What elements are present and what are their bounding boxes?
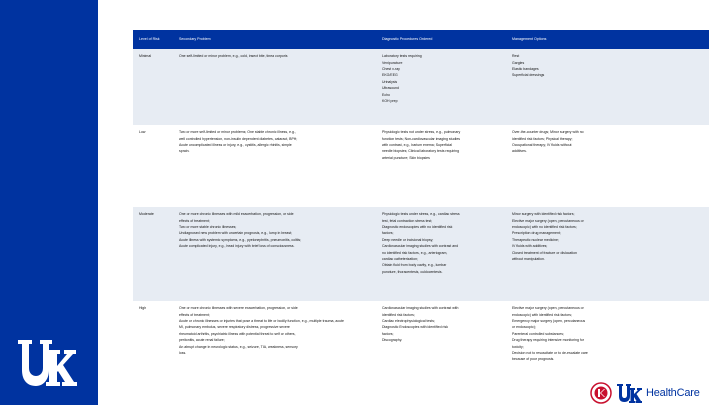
management-cell bbox=[506, 49, 709, 125]
brand-sidebar bbox=[0, 0, 98, 405]
cell-line: Deep needle or incisional biopsy; bbox=[382, 237, 434, 242]
cell-line: Acute uncomplicated illness or injury, e.g., cystitis, allergic rhinitis, simple bbox=[179, 143, 292, 148]
cell-line: Therapeutic nuclear medicine; bbox=[512, 237, 559, 242]
cell-line: Elastic bandages bbox=[512, 67, 539, 72]
cell-line: Echo bbox=[382, 92, 390, 97]
diagnostic-cell bbox=[376, 207, 506, 301]
cell-line: Acute or chronic illnesses or injuries that pose a threat to life or bodily function, e.g., multiple trauma, acute bbox=[179, 319, 344, 324]
cell-line: Two or more stable chronic illnesses; bbox=[179, 225, 237, 230]
table-header-row bbox=[133, 30, 709, 49]
cell-line: puncture, thoracentesis, culdocentesis. bbox=[382, 269, 443, 274]
cell-line: Laboratory tests requiring bbox=[382, 54, 422, 59]
cell-line: Two or more self-limited or minor problems; One stable chronic illness, e.g., bbox=[179, 130, 296, 135]
cell-line: factors; bbox=[382, 231, 394, 236]
header-diagnostic: Diagnostic Procedures Ordered bbox=[376, 30, 506, 49]
cell-line: One self-limited or minor problem, e.g., cold, insect bite, tinea corporis bbox=[179, 54, 288, 59]
uk-logo-icon bbox=[16, 336, 78, 390]
cell-line: Gargles bbox=[512, 60, 525, 65]
cell-line: factors; bbox=[382, 331, 394, 336]
cell-line: rheumatoid arthritis, psychiatric illness with potential threat to self or others, bbox=[179, 331, 296, 336]
table-row bbox=[133, 125, 709, 207]
problem-cell bbox=[173, 125, 376, 207]
header-level: Level of Risk bbox=[133, 30, 173, 49]
cell-line: Elective major surgery (open, percutaneous or bbox=[512, 218, 584, 223]
cell-line: no identified risk factors, e.g., arteriogram, bbox=[382, 250, 448, 255]
cell-line: test, fetal contraction stress test; bbox=[382, 218, 433, 223]
cell-line: Venipuncture bbox=[382, 60, 403, 65]
cell-line: effects of treatment; bbox=[179, 218, 210, 223]
cell-line: Parenteral controlled substances; bbox=[512, 331, 564, 336]
hospital-seal-icon bbox=[590, 382, 612, 404]
cell-line: peritonitis, acute renal failure; bbox=[179, 338, 225, 343]
diagnostic-cell bbox=[376, 301, 506, 387]
cell-line: or endoscopic); bbox=[512, 325, 536, 330]
cell-line: Drug therapy requiring intensive monitoring for bbox=[512, 338, 584, 343]
problem-cell bbox=[173, 207, 376, 301]
cell-line: Superficial dressings bbox=[512, 73, 545, 78]
management-cell bbox=[506, 301, 709, 387]
cell-line: Elective major surgery (open, percutaneous or bbox=[512, 306, 584, 311]
cell-line: cardiac catheterization; bbox=[382, 257, 418, 262]
cell-line: Minor surgery with identified risk factors; bbox=[512, 212, 575, 217]
cell-line: well controlled hypertension, non-insulin dependent diabetes, cataract, BPH; bbox=[179, 136, 298, 141]
cell-line: One or more chronic illnesses with severe exacerbation, progression, or side bbox=[179, 306, 298, 311]
cell-line: MI, pulmonary embolus, severe respiratory distress, progressive severe bbox=[179, 325, 290, 330]
cell-line: loss. bbox=[179, 351, 187, 356]
cell-line: without manipulation. bbox=[512, 257, 545, 262]
cell-line: arterial puncture; Skin biopsies bbox=[382, 155, 430, 160]
cell-line: Closed treatment of fracture or dislocation bbox=[512, 250, 577, 255]
uk-healthcare-logo-icon bbox=[616, 382, 642, 404]
management-cell bbox=[506, 207, 709, 301]
cell-line: Physiologic tests under stress, e.g., cardiac stress bbox=[382, 212, 460, 217]
cell-line: Rest bbox=[512, 54, 520, 59]
cell-line: KOH prep bbox=[382, 99, 398, 104]
cell-line: Prescription drug management; bbox=[512, 231, 561, 236]
diagnostic-cell bbox=[376, 49, 506, 125]
cell-line: Emergency major surgery (open, percutaneous bbox=[512, 319, 586, 324]
level-cell: High bbox=[133, 301, 173, 387]
cell-line: Cardiac electrophysiological tests; bbox=[382, 319, 435, 324]
cell-line: Diagnostic endoscopies with no identified risk bbox=[382, 225, 453, 230]
level-cell: Low bbox=[133, 125, 173, 207]
healthcare-wordmark: HealthCare bbox=[646, 386, 700, 399]
cell-line: IV fluids with additives; bbox=[512, 244, 548, 249]
header-management: Management Options bbox=[506, 30, 709, 49]
cell-line: sprain. bbox=[179, 149, 190, 154]
cell-line: Obtain fluid from body cavity, e.g., lumbar bbox=[382, 263, 447, 268]
cell-line: Undiagnosed new problem with uncertain prognosis, e.g., lump in breast; bbox=[179, 231, 293, 236]
cell-line: toxicity; bbox=[512, 344, 524, 349]
level-cell: Minimal bbox=[133, 49, 173, 125]
footer-logos bbox=[590, 380, 720, 405]
risk-table bbox=[133, 30, 709, 387]
cell-line: Chest x-ray bbox=[382, 67, 400, 72]
cell-line: because of poor prognosis. bbox=[512, 357, 555, 362]
cell-line: Cardiovascular imaging studies with contrast and bbox=[382, 244, 459, 249]
diagnostic-cell bbox=[376, 125, 506, 207]
cell-line: One or more chronic illnesses with mild exacerbation, progression, or side bbox=[179, 212, 294, 217]
table-row bbox=[133, 301, 709, 387]
cell-line: needle biopsies; Clinical laboratory tests requiring bbox=[382, 149, 460, 154]
cell-line: Occupational therapy; IV fluids without bbox=[512, 143, 572, 148]
level-cell: Moderate bbox=[133, 207, 173, 301]
cell-line: Diagnostic Endoscopies with identified risk bbox=[382, 325, 448, 330]
cell-line: EKG/EEG bbox=[382, 73, 398, 78]
cell-line: An abrupt change in neurologic status, e.g., seizure, TIA, weakness, sensory bbox=[179, 344, 298, 349]
cell-line: Over-the-counter drugs; Minor surgery with no bbox=[512, 130, 584, 135]
cell-line: Acute complicated injury, e.g., head injury with brief loss of consciousness. bbox=[179, 244, 295, 249]
problem-cell bbox=[173, 49, 376, 125]
cell-line: additives. bbox=[512, 149, 527, 154]
cell-line: effects of treatment; bbox=[179, 312, 210, 317]
cell-line: Cardiovascular imaging studies with contrast with bbox=[382, 306, 459, 311]
cell-line: identified risk factors; bbox=[382, 312, 415, 317]
cell-line: Discography. bbox=[382, 338, 403, 343]
cell-line: endoscopic) with identified risk factors; bbox=[512, 312, 572, 317]
management-cell bbox=[506, 125, 709, 207]
header-problem: Secondary Problem bbox=[173, 30, 376, 49]
risk-table-container bbox=[133, 30, 709, 378]
cell-line: Physiologic tests not under stress, e.g., pulmonary bbox=[382, 130, 461, 135]
cell-line: Decision not to resuscitate or to de-escalate care bbox=[512, 351, 588, 356]
cell-line: endoscopic) with no identified risk factors; bbox=[512, 225, 577, 230]
cell-line: Ultrasound bbox=[382, 86, 399, 91]
cell-line: identified risk factors; Physical therapy; bbox=[512, 136, 573, 141]
cell-line: Acute illness with systemic symptoms, e.g., pyelonephritis, pneumonitis, colitis; bbox=[179, 237, 302, 242]
problem-cell bbox=[173, 301, 376, 387]
cell-line: function tests; Non-cardiovascular imaging studies bbox=[382, 136, 461, 141]
cell-line: with contrast, e.g., barium enema; Superficial bbox=[382, 143, 453, 148]
table-row bbox=[133, 207, 709, 301]
table-row bbox=[133, 49, 709, 125]
cell-line: Urinalysis bbox=[382, 79, 398, 84]
